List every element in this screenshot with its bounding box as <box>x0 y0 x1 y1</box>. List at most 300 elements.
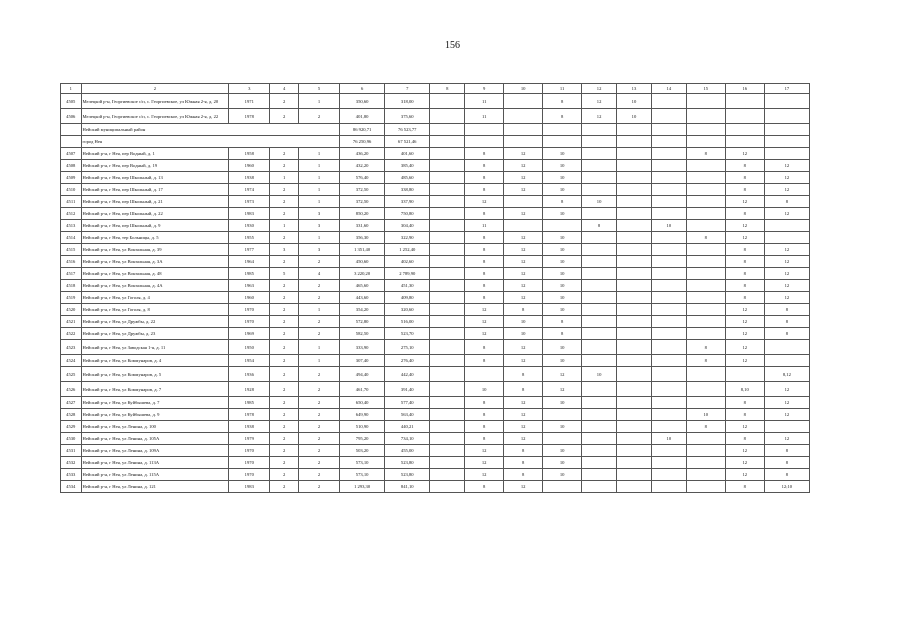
table-cell: 8 <box>465 268 504 280</box>
table-cell: 10 <box>543 208 582 220</box>
table-row <box>61 397 810 409</box>
table-cell: 4509 <box>61 172 82 184</box>
table-cell: 2 <box>299 445 340 457</box>
table-cell: 436,20 <box>340 148 385 160</box>
table-cell: 10 <box>543 268 582 280</box>
table-cell: 4512 <box>61 208 82 220</box>
table-cell <box>504 220 543 232</box>
table-cell <box>430 445 465 457</box>
address-cell: Нейский р-н, г Нея, ул Заводская 1-я, д. 11 <box>81 340 229 355</box>
table-cell: 8 <box>465 232 504 244</box>
table-cell: 1 <box>299 184 340 196</box>
table-row <box>61 367 810 382</box>
table-cell: 12 <box>504 409 543 421</box>
table-cell: 8 <box>764 328 809 340</box>
table-cell: 2 <box>299 469 340 481</box>
table-cell <box>651 397 686 409</box>
table-cell <box>465 367 504 382</box>
table-cell <box>504 124 543 136</box>
table-cell: 2 <box>299 316 340 328</box>
address-cell: Нейский р-н, г Нея, ул Куйбышева, д. 9 <box>81 409 229 421</box>
table-cell: 2 <box>270 340 299 355</box>
table-cell: 276,40 <box>385 355 430 367</box>
table-cell: 12 <box>725 196 764 208</box>
table-cell: 1 <box>270 172 299 184</box>
table-cell <box>430 220 465 232</box>
table-cell: 523,80 <box>385 457 430 469</box>
table-cell: 1 351,40 <box>340 244 385 256</box>
table-cell: 10 <box>543 304 582 316</box>
table-cell: 12 <box>504 160 543 172</box>
table-cell: 4 <box>299 268 340 280</box>
table-cell: 2 <box>270 355 299 367</box>
address-cell: Нейский р-н, г Нея, ул Коммунаров, д. 5 <box>81 367 229 382</box>
table-cell: 12 <box>764 292 809 304</box>
table-cell: 12 <box>504 340 543 355</box>
table-cell <box>651 196 686 208</box>
table-cell: 11 <box>465 109 504 124</box>
table-cell: 10 <box>651 220 686 232</box>
table-cell: 841,10 <box>385 481 430 493</box>
table-cell <box>617 268 652 280</box>
table-cell: 8 <box>543 328 582 340</box>
table-cell: 385,40 <box>385 160 430 172</box>
table-cell <box>651 256 686 268</box>
table-cell <box>617 208 652 220</box>
table-cell: 1985 <box>229 397 270 409</box>
table-cell: 4533 <box>61 469 82 481</box>
table-cell: 2 <box>270 445 299 457</box>
subtotal-living-area: 76 523,77 <box>385 124 430 136</box>
table-cell: 12 <box>725 316 764 328</box>
table-cell <box>543 220 582 232</box>
table-cell: 8 <box>465 397 504 409</box>
table-cell <box>764 232 809 244</box>
table-cell: 2 <box>270 433 299 445</box>
table-cell: 10 <box>465 382 504 397</box>
table-cell: 10 <box>543 469 582 481</box>
table-cell: 8 <box>686 148 725 160</box>
table-cell: 450,60 <box>340 256 385 268</box>
table-cell <box>764 148 809 160</box>
table-cell: 4517 <box>61 268 82 280</box>
table-cell: 12 <box>504 421 543 433</box>
table-cell <box>582 136 617 148</box>
address-cell: Нейский р-н, г Нея, пер Водный, д. 19 <box>81 160 229 172</box>
table-cell: 350,60 <box>340 94 385 109</box>
table-cell: 8 <box>543 109 582 124</box>
table-cell: 4522 <box>61 328 82 340</box>
table-cell: 12 <box>465 457 504 469</box>
table-cell: 1970 <box>229 445 270 457</box>
table-row <box>61 457 810 469</box>
table-cell <box>430 124 465 136</box>
table-cell: 8 <box>725 292 764 304</box>
table-cell <box>61 124 82 136</box>
table-cell: 8 <box>725 160 764 172</box>
table-cell <box>651 304 686 316</box>
address-cell: Нейский р-н, г Нея, ул Куйбышева, д. 7 <box>81 397 229 409</box>
table-cell: 2 <box>270 421 299 433</box>
table-cell: 1 <box>299 304 340 316</box>
table-cell <box>617 124 652 136</box>
table-cell: 10 <box>617 109 652 124</box>
table-cell: 2 <box>270 160 299 172</box>
table-cell <box>651 367 686 382</box>
table-cell <box>651 340 686 355</box>
address-cell: Нейский р-н, г Нея, ул Ленина, д. 113А <box>81 457 229 469</box>
table-cell <box>686 109 725 124</box>
table-cell: 307,40 <box>340 355 385 367</box>
address-cell: Нейский р-н, г Нея, ул Вокзальная, д. 48 <box>81 268 229 280</box>
table-cell: 2 <box>299 421 340 433</box>
address-cell: Нейский р-н, г Нея, ул Коммунаров, д. 7 <box>81 382 229 397</box>
table-cell <box>504 109 543 124</box>
table-cell <box>582 280 617 292</box>
table-cell: 12 <box>465 328 504 340</box>
table-cell: 1 <box>299 94 340 109</box>
table-cell: 1969 <box>229 328 270 340</box>
table-cell: 10 <box>582 367 617 382</box>
table-cell <box>686 469 725 481</box>
table-cell <box>651 184 686 196</box>
table-cell: 333,90 <box>340 340 385 355</box>
table-cell: 2 <box>299 433 340 445</box>
table-cell: 8 <box>465 292 504 304</box>
table-cell <box>686 136 725 148</box>
table-cell: 10 <box>504 328 543 340</box>
table-cell: 1930 <box>229 220 270 232</box>
table-cell: 1950 <box>229 340 270 355</box>
table-cell: 4516 <box>61 256 82 268</box>
table-cell: 1970 <box>229 304 270 316</box>
table-cell <box>764 109 809 124</box>
table-cell: 338,80 <box>385 184 430 196</box>
table-cell: 8 <box>504 457 543 469</box>
table-cell: 10 <box>543 280 582 292</box>
table-cell: 8 <box>725 481 764 493</box>
table-cell: 12 <box>504 184 543 196</box>
table-cell: 4511 <box>61 196 82 208</box>
table-cell: 8 <box>725 409 764 421</box>
table-cell: 12 <box>465 469 504 481</box>
column-number-cell: 6 <box>340 84 385 94</box>
table-cell <box>617 445 652 457</box>
table-cell: 650,40 <box>340 397 385 409</box>
table-cell: 465,60 <box>340 280 385 292</box>
table-cell: 2 <box>270 382 299 397</box>
table-row <box>61 409 810 421</box>
table-row <box>61 340 810 355</box>
table-cell <box>651 316 686 328</box>
table-cell: 1979 <box>229 433 270 445</box>
table-cell: 2 <box>270 397 299 409</box>
table-cell <box>543 136 582 148</box>
table-row <box>61 421 810 433</box>
table-cell <box>582 382 617 397</box>
table-cell: 2 <box>270 457 299 469</box>
address-cell: Нейский р-н, г Нея, ул Коммунаров, д. 4 <box>81 355 229 367</box>
table-cell: 8 <box>725 397 764 409</box>
table-cell <box>582 340 617 355</box>
table-cell <box>686 481 725 493</box>
table-cell <box>686 433 725 445</box>
table-row <box>61 94 810 109</box>
table-cell <box>582 172 617 184</box>
table-cell <box>617 136 652 148</box>
column-number-cell: 11 <box>543 84 582 94</box>
table-cell <box>651 328 686 340</box>
table-cell: 8 <box>465 148 504 160</box>
table-cell <box>686 316 725 328</box>
table-cell: 10 <box>543 292 582 304</box>
table-cell <box>617 382 652 397</box>
table-cell: 8 <box>465 280 504 292</box>
table-cell: 1974 <box>229 184 270 196</box>
table-cell <box>582 457 617 469</box>
address-cell: Нейский р-н, г Нея, ул Вокзальная, д. 4А <box>81 280 229 292</box>
table-cell: 318,00 <box>385 94 430 109</box>
page-number: 156 <box>445 40 460 51</box>
table-cell: 649,90 <box>340 409 385 421</box>
table-cell: 1 <box>299 355 340 367</box>
address-cell: Нейский р-н, г Нея, пер Школьный, д. 9 <box>81 220 229 232</box>
table-cell: 8 <box>465 256 504 268</box>
table-cell: 12 <box>725 421 764 433</box>
table-cell <box>582 433 617 445</box>
table-cell: 12 <box>725 148 764 160</box>
table-cell <box>686 256 725 268</box>
table-cell: 573,10 <box>340 457 385 469</box>
table-cell <box>582 304 617 316</box>
table-cell: 8 <box>725 256 764 268</box>
table-cell: 4508 <box>61 160 82 172</box>
table-cell: 4518 <box>61 280 82 292</box>
table-cell: 1 <box>299 148 340 160</box>
column-number-cell: 3 <box>229 84 270 94</box>
table-cell: 12 <box>764 256 809 268</box>
table-row <box>61 382 810 397</box>
table-cell <box>582 397 617 409</box>
table-cell: 2 <box>270 184 299 196</box>
table-cell: 2 <box>270 196 299 208</box>
table-cell: 5 <box>270 268 299 280</box>
table-cell: 10 <box>543 256 582 268</box>
table-cell: 1938 <box>229 172 270 184</box>
table-cell: 750,80 <box>385 208 430 220</box>
table-cell <box>617 148 652 160</box>
table-cell <box>686 94 725 109</box>
table-cell: 8 <box>543 316 582 328</box>
table-cell <box>617 397 652 409</box>
table-row <box>61 244 810 256</box>
table-cell <box>651 469 686 481</box>
table-cell <box>686 268 725 280</box>
table-cell: 8 <box>465 184 504 196</box>
address-cell: Нейский р-н, г Нея, ул Гоголя, д. 4 <box>81 292 229 304</box>
table-cell: 12 <box>465 304 504 316</box>
table-cell <box>582 409 617 421</box>
table-cell: 2 <box>270 292 299 304</box>
table-cell <box>582 355 617 367</box>
table-cell: 2 <box>299 328 340 340</box>
table-cell: 1983 <box>229 208 270 220</box>
table-cell: 12 <box>725 220 764 232</box>
table-cell <box>582 256 617 268</box>
table-cell: 12 <box>725 328 764 340</box>
table-cell: 8,12 <box>764 367 809 382</box>
table-cell: 8 <box>504 304 543 316</box>
table-cell <box>617 328 652 340</box>
table-cell: 4532 <box>61 457 82 469</box>
table-cell <box>430 355 465 367</box>
address-cell: Мелецкой р-н, Георгиевское с/п, с. Георгиевское, ул Южная 2-я, д. 22 <box>81 109 229 124</box>
table-cell: 4505 <box>61 94 82 109</box>
table-cell <box>651 244 686 256</box>
table-cell: 2 <box>299 409 340 421</box>
table-cell: 8 <box>725 208 764 220</box>
table-cell <box>617 481 652 493</box>
table-cell <box>430 280 465 292</box>
column-number-cell: 13 <box>617 84 652 94</box>
subtotal-total-area: 76 250,96 <box>340 136 385 148</box>
subtotal-row <box>61 136 810 148</box>
table-cell <box>651 481 686 493</box>
table-cell <box>651 421 686 433</box>
table-cell: 1955 <box>229 232 270 244</box>
table-cell: 4520 <box>61 304 82 316</box>
address-cell: Нейский р-н, г Нея, пер Школьный, д. 13 <box>81 172 229 184</box>
table-cell: 8 <box>764 445 809 457</box>
table-row <box>61 481 810 493</box>
table-row <box>61 355 810 367</box>
table-cell: 8 <box>686 421 725 433</box>
table-cell <box>686 208 725 220</box>
table-cell <box>764 220 809 232</box>
table-cell: 10 <box>543 232 582 244</box>
table-cell: 8 <box>725 184 764 196</box>
column-number-cell: 14 <box>651 84 686 94</box>
table-row <box>61 232 810 244</box>
table-cell: 372,50 <box>340 184 385 196</box>
table-cell: 2 <box>270 409 299 421</box>
column-number-cell: 16 <box>725 84 764 94</box>
table-cell <box>582 469 617 481</box>
table-cell: 563,40 <box>385 409 430 421</box>
table-cell: 8 <box>504 445 543 457</box>
table-cell: 4527 <box>61 397 82 409</box>
table-cell: 451,30 <box>385 280 430 292</box>
table-cell <box>725 94 764 109</box>
table-cell: 485,60 <box>385 172 430 184</box>
table-cell: 1977 <box>229 244 270 256</box>
table-cell: 8 <box>764 196 809 208</box>
table-cell: 4534 <box>61 481 82 493</box>
table-cell: 10 <box>617 94 652 109</box>
table-cell: 4530 <box>61 433 82 445</box>
table-cell: 461,70 <box>340 382 385 397</box>
table-cell: 1938 <box>229 421 270 433</box>
column-number-cell: 2 <box>81 84 229 94</box>
table-cell: 8 <box>465 481 504 493</box>
table-row <box>61 208 810 220</box>
table-cell <box>686 172 725 184</box>
table-cell: 523,80 <box>385 469 430 481</box>
table-cell: 12 <box>582 109 617 124</box>
table-cell <box>686 397 725 409</box>
table-cell: 12 <box>582 94 617 109</box>
table-cell: 4506 <box>61 109 82 124</box>
table-cell: 577,40 <box>385 397 430 409</box>
table-cell: 10 <box>543 340 582 355</box>
table-cell: 2 <box>270 481 299 493</box>
address-cell: Нейский р-н, г Нея, пер Школьный, д. 21 <box>81 196 229 208</box>
table-cell <box>430 421 465 433</box>
table-cell <box>430 433 465 445</box>
table-row <box>61 148 810 160</box>
column-number-cell: 9 <box>465 84 504 94</box>
table-cell: 12 <box>764 208 809 220</box>
table-cell <box>543 124 582 136</box>
table-row <box>61 316 810 328</box>
table-cell: 1 293,30 <box>340 481 385 493</box>
table-cell <box>651 232 686 244</box>
subtotal-living-area: 67 521,46 <box>385 136 430 148</box>
table-cell: 12 <box>504 280 543 292</box>
table-row <box>61 256 810 268</box>
table-cell: 8 <box>465 340 504 355</box>
table-cell: 455,00 <box>385 445 430 457</box>
table-cell <box>764 355 809 367</box>
table-cell <box>582 232 617 244</box>
table-cell: 795,20 <box>340 433 385 445</box>
table-cell: 391,40 <box>385 382 430 397</box>
table-row <box>61 109 810 124</box>
table-cell: 10 <box>543 148 582 160</box>
table-cell: 1985 <box>229 268 270 280</box>
table-cell <box>617 409 652 421</box>
table-cell <box>617 172 652 184</box>
table-cell: 1 <box>299 232 340 244</box>
subtotal-row <box>61 124 810 136</box>
housing-registry-table <box>60 83 810 493</box>
table-cell: 304,40 <box>385 220 430 232</box>
table-cell <box>617 316 652 328</box>
table-cell: 4513 <box>61 220 82 232</box>
address-cell: Нейский р-н, г Нея, ул Дружбы, д. 22 <box>81 316 229 328</box>
table-cell <box>651 382 686 397</box>
table-cell <box>617 244 652 256</box>
table-cell: 11 <box>465 94 504 109</box>
table-cell <box>617 292 652 304</box>
table-cell: 12 <box>504 232 543 244</box>
table-cell: 8 <box>465 433 504 445</box>
table-cell <box>617 196 652 208</box>
address-cell: Мелецкой р-н, Георгиевское с/п, с. Георгиевское, ул Южная 2-я, д. 20 <box>81 94 229 109</box>
table-row <box>61 160 810 172</box>
table-cell <box>651 136 686 148</box>
table-cell: 12 <box>725 457 764 469</box>
table-cell: 12 <box>504 256 543 268</box>
table-cell: 10 <box>504 316 543 328</box>
table-cell: 10 <box>543 355 582 367</box>
table-cell: 2 <box>270 367 299 382</box>
table-cell: 2 <box>270 316 299 328</box>
table-cell: 12 <box>543 382 582 397</box>
table-cell: 1954 <box>229 355 270 367</box>
table-cell: 12 <box>543 367 582 382</box>
table-cell: 1963 <box>229 280 270 292</box>
